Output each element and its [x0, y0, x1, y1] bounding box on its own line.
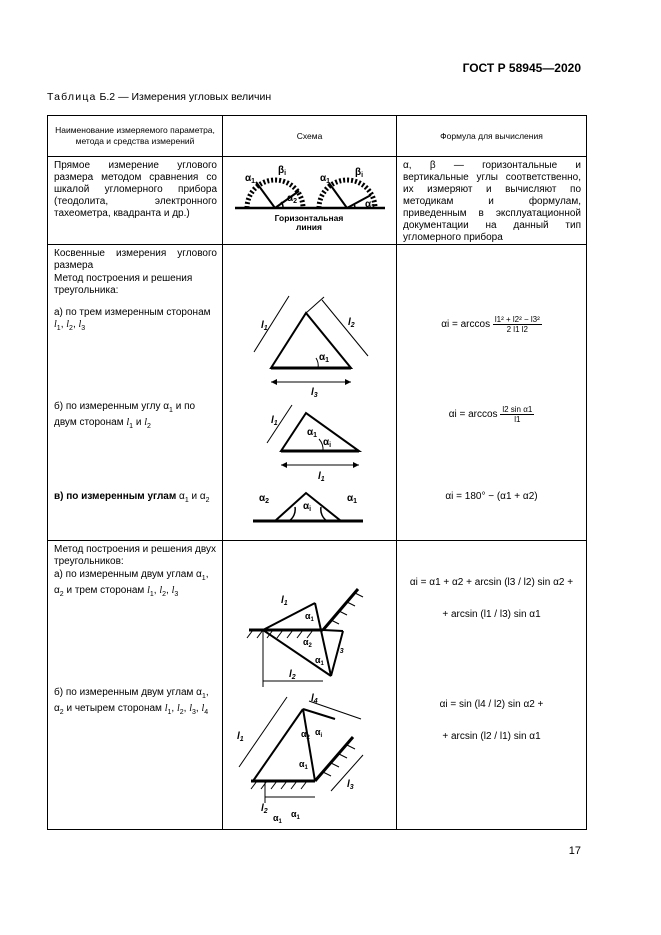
formula-a-lhs: αi = arccos: [441, 319, 491, 331]
svg-text:αi: $\alpha_i$: [315, 727, 323, 739]
formula-b-denominator: l1: [514, 415, 521, 424]
svg-text:α2: $\alpha_2$: [259, 493, 270, 505]
row2-title: Косвенные измерения углового размера: [54, 248, 217, 271]
row1-formula: α, β — горизонтальные и вертикальные углы соответственно, их измеряют и вычисляют по методикам и формулам, приведенным в эксплуатационной документации на данный тип угломерного прибора: [403, 160, 581, 243]
svg-text:l3: $l_3$: [347, 779, 354, 791]
table-row: [48, 157, 587, 245]
svg-text:α2: $\alpha_2$: [287, 193, 298, 205]
row1-name: Прямое измерение углового размера методом сравнения со шкалой угломерного прибора (теодолита, электронного тахеометра, квадранта и др.): [54, 160, 217, 219]
svg-text:l1: $l_1$: [261, 320, 268, 332]
formula-a-numerator: l1² + l2² − l3²: [494, 315, 540, 324]
svg-text:l1: $l_1$: [281, 595, 288, 607]
row1-name-cell: [48, 157, 223, 245]
row2-method: Метод построения и решения треугольника:: [54, 273, 193, 296]
page-number: 17: [568, 845, 581, 857]
row2-formula-cell: [397, 245, 587, 541]
formula-b: [397, 405, 586, 424]
table-caption-title: Б.2 — Измерения угловых величин: [99, 91, 272, 103]
table-row: [48, 541, 587, 830]
column-header-scheme: Схема: [223, 116, 397, 157]
svg-text:α1: $\alpha_1$: [319, 352, 330, 364]
formula-two-a-line2: + arcsin (l1 / l3) sin α1: [442, 609, 541, 620]
horizontal-line-label: Горизонтальная линия: [274, 213, 344, 232]
table-caption: [47, 91, 271, 103]
protractor-diagram: [223, 157, 396, 235]
svg-text:αi: $\alpha_i$: [323, 437, 332, 449]
table-caption-label: Таблица: [47, 91, 97, 103]
formula-c: αi = 180° − (α1 + α2): [445, 491, 538, 502]
row3-name-cell: [48, 541, 223, 830]
svg-text:α1: $\alpha_1$: [347, 493, 358, 505]
row3-item-a: а) по измеренным двум углам $\alpha_1$, $\alpha_2$ и трем сторонам $l_1$, $l_2$, $l_3$: [54, 569, 209, 598]
svg-text:l2: $l_2$: [348, 317, 355, 329]
row2-item-b: б) по измеренным углу $\alpha_1$ и по двум сторонам $l_1$ и $l_2$: [54, 401, 196, 430]
two-triangle-diagrams: [223, 541, 396, 824]
standard-number: ГОСТ Р 58945—2020: [462, 61, 581, 75]
column-header-name: Наименование измеряемого параметра, метода и средства измерений: [48, 116, 223, 157]
formula-two-a-line1: αi = α1 + α2 + arcsin (l3 / l2) sin α2 +: [409, 577, 574, 588]
svg-text:α1: $\alpha_1$: [299, 759, 308, 771]
row3-method: Метод построения и решения двух треугольников:: [54, 544, 216, 567]
svg-text:α1: $\alpha_1$: [245, 173, 256, 185]
svg-text:l3: $l_3$: [337, 643, 344, 655]
svg-text:α2: $\alpha_2$: [301, 729, 310, 741]
formula-a-denominator: 2 l1 l2: [506, 325, 528, 334]
row1-scheme-cell: [223, 157, 397, 245]
row2-name-cell: [48, 245, 223, 541]
row2-item-c: в) по измеренным углам $\alpha_1$ и $\alpha_2$: [54, 491, 210, 504]
table-row: [48, 245, 587, 541]
svg-text:l2: $l_2$: [289, 669, 296, 681]
table-header-row: [48, 116, 587, 157]
svg-text:l2: $l_2$: [261, 803, 268, 815]
svg-text:αi: $\alpha_i$: [303, 501, 312, 513]
formula-a: [397, 315, 586, 334]
row1-formula-cell: [397, 157, 587, 245]
svg-text:α2: $\alpha_2$: [365, 199, 376, 211]
column-header-formula: Формула для вычисления: [397, 116, 587, 157]
svg-text:α1: $\alpha_1$: [307, 427, 318, 439]
row2-item-a: а) по трем измеренным сторонам $l_1$, $l_2$, $l_3$: [54, 307, 211, 332]
row3-scheme-cell: [223, 541, 397, 830]
svg-text:α1: $\alpha_1$: [291, 809, 300, 821]
svg-text:α1: $\alpha_1$: [305, 611, 314, 623]
formula-two-b-line1: αi = sin (l4 / l2) sin α2 +: [439, 699, 544, 710]
formula-b-lhs: αi = arccos: [448, 409, 498, 421]
formula-two-b-line2: + arcsin (l2 / l1) sin α1: [442, 731, 541, 742]
svg-text:α1: $\alpha_1$: [315, 655, 324, 667]
svg-text:l1: $l_1$: [237, 731, 244, 743]
svg-text:l4: $l_4$: [311, 693, 318, 705]
svg-text:α1: $\alpha_1$: [273, 813, 282, 824]
svg-text:l3: $l_3$: [311, 387, 318, 399]
measurements-table: [47, 115, 587, 830]
triangle-diagrams: [223, 245, 396, 535]
svg-text:βi: $\beta_i$: [355, 167, 364, 179]
svg-text:βi: $\beta_i$: [278, 165, 287, 177]
svg-text:α2: $\alpha_2$: [303, 637, 312, 649]
row3-item-b: б) по измеренным двум углам $\alpha_1$, $\alpha_2$ и четырем сторонам $l_1$, $l_2$, $l_3$, $l_4$: [54, 687, 209, 716]
row3-formula-cell: [397, 541, 587, 830]
row2-scheme-cell: [223, 245, 397, 541]
svg-text:l1: $l_1$: [318, 471, 325, 483]
svg-text:l1: $l_1$: [271, 415, 278, 427]
formula-b-numerator: l2 sin α1: [502, 405, 533, 414]
svg-text:α1: $\alpha_1$: [320, 173, 331, 185]
